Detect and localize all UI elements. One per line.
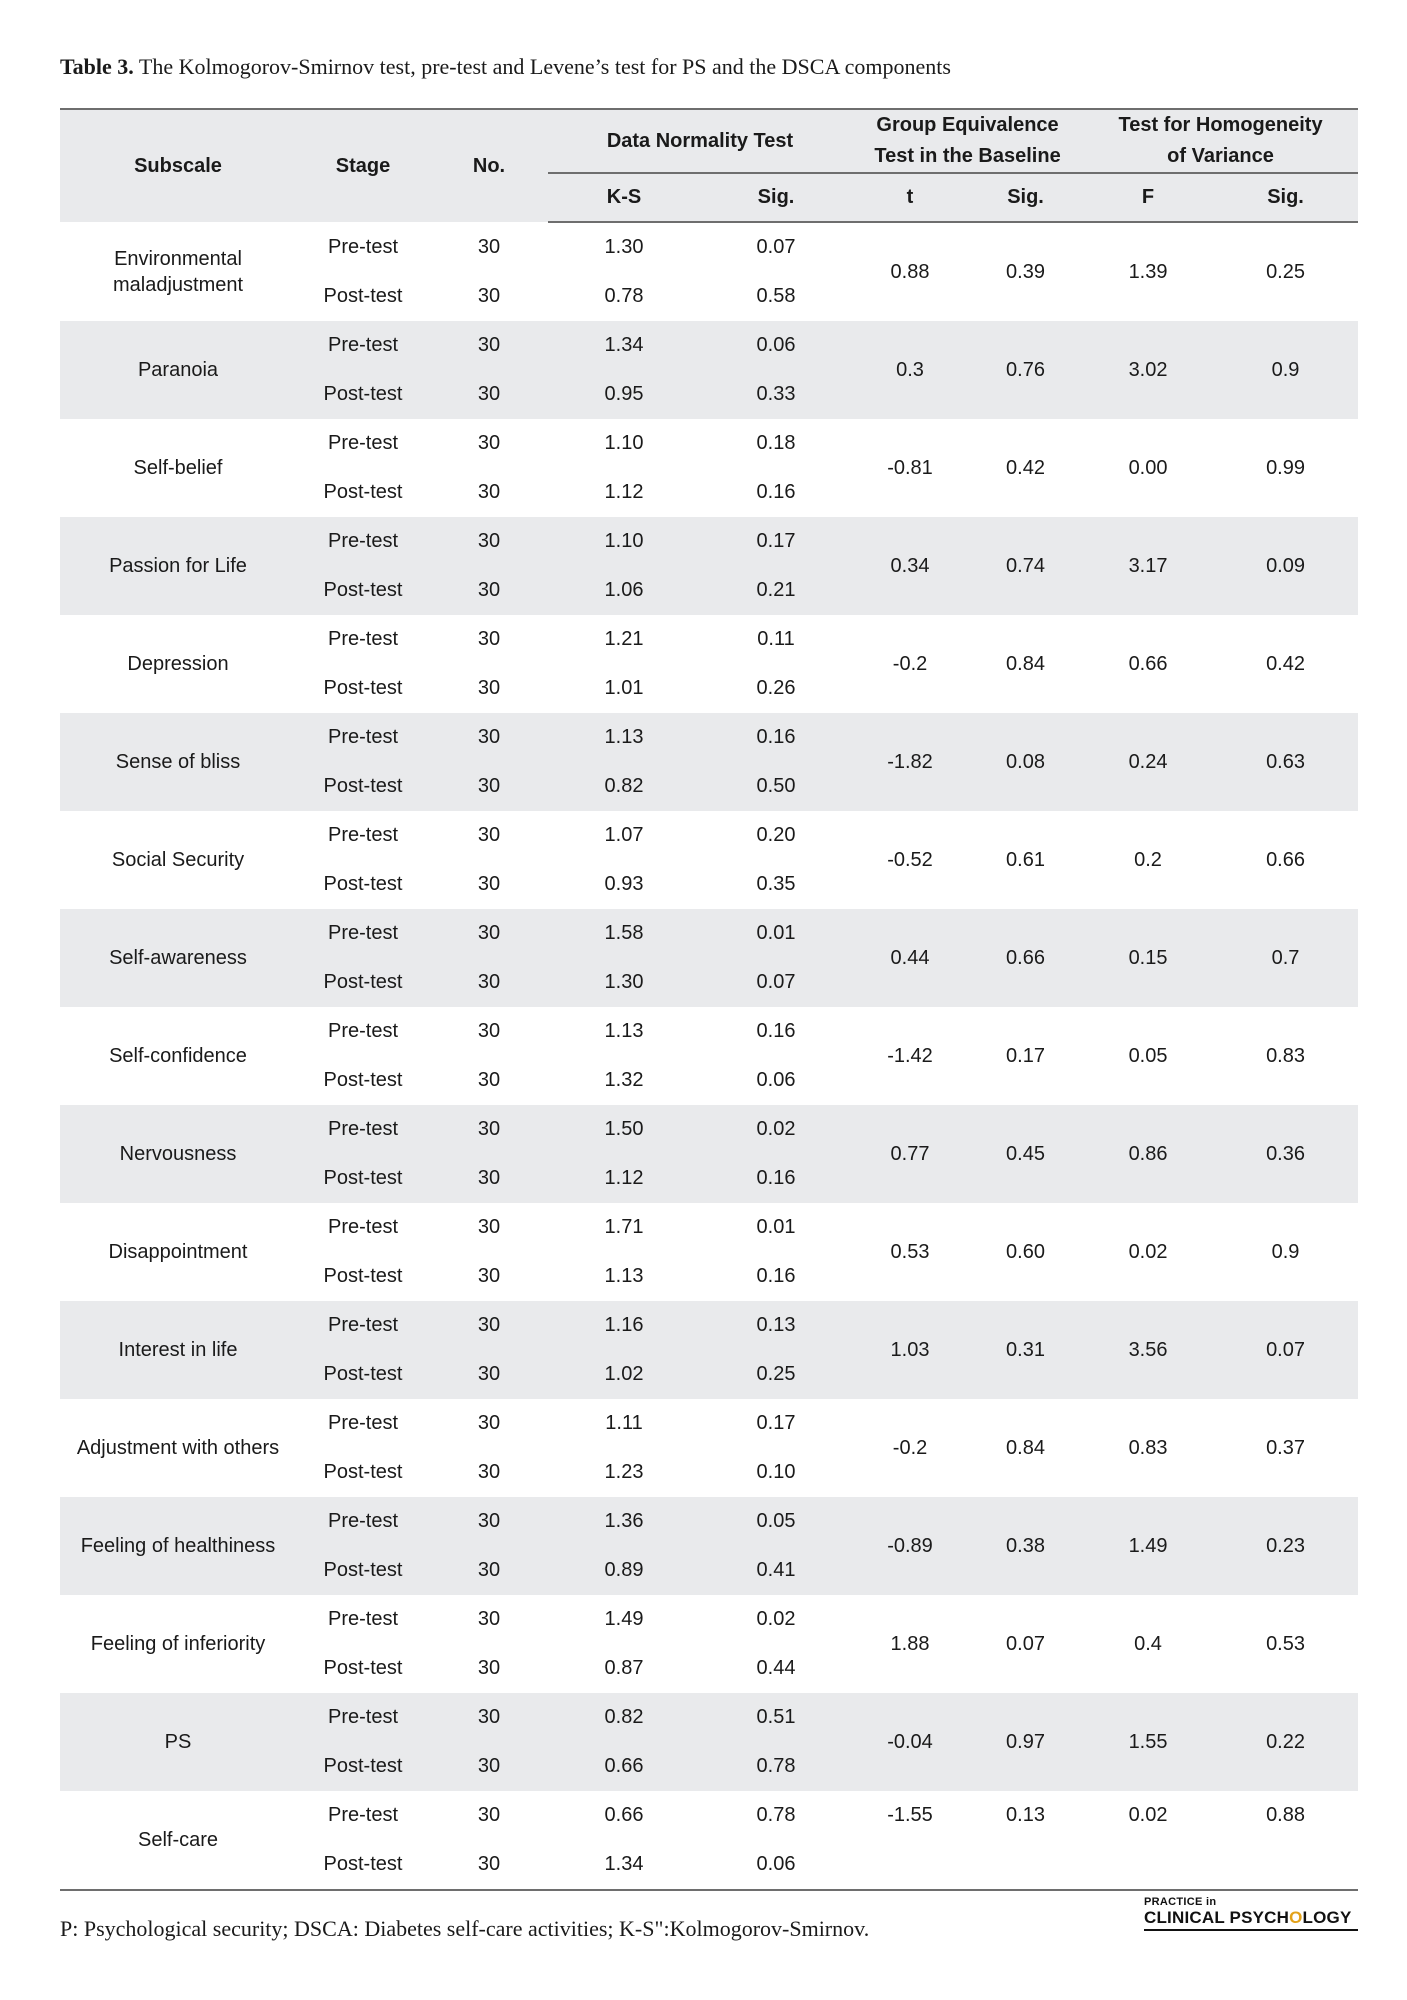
t-sig-cell: 0.66: [968, 909, 1083, 1007]
t-cell: 0.53: [890, 1240, 930, 1263]
journal-logo: [1144, 1896, 1358, 1931]
no-cell: 30: [477, 824, 501, 846]
stage-cell: Post-test: [296, 1546, 430, 1595]
f-sig-cell: 0.63: [1213, 713, 1358, 811]
header-sig-homogeneity: Sig.: [1213, 173, 1358, 222]
header-sig-normality: Sig.: [700, 173, 852, 222]
f-sig-cell: 0.09: [1213, 517, 1358, 615]
subscale-cell: Self-awareness: [60, 909, 296, 1007]
f-cell: 3.56: [1083, 1301, 1213, 1399]
no-cell: 30: [430, 762, 548, 811]
f-cell: 1.39: [1128, 260, 1168, 283]
ks-cell: 1.49: [604, 1608, 644, 1630]
no-cell: 30: [430, 1301, 548, 1350]
no-cell: 30: [430, 517, 548, 566]
table-row: [60, 517, 1358, 566]
ks-cell: 1.32: [604, 1069, 644, 1091]
ks-sig-cell: 0.16: [700, 713, 852, 762]
t-cell: -0.2: [892, 1436, 928, 1459]
table-row: [60, 1693, 1358, 1742]
f-sig-cell: 0.7: [1213, 909, 1358, 1007]
ks-cell: 0.66: [604, 1804, 644, 1826]
stage-cell: Pre-test: [296, 1105, 430, 1154]
no-cell: 30: [477, 1853, 501, 1875]
t-sig-cell: 0.61: [1006, 848, 1045, 871]
no-cell: 30: [477, 1265, 501, 1287]
subscale-cell: Self-confidence: [109, 1045, 247, 1067]
subscale-cell: Disappointment: [108, 1241, 248, 1263]
stage-cell: Post-test: [296, 566, 430, 615]
ks-sig-cell: 0.05: [700, 1497, 852, 1546]
subscale-cell: Adjustment with others: [76, 1437, 280, 1459]
ks-sig-cell: 0.16: [756, 481, 796, 503]
header-stage: Stage: [296, 109, 430, 222]
subscale-cell: Self-care: [137, 1829, 219, 1851]
t-cell: -0.81: [887, 456, 933, 479]
logo-mark: O: [1289, 1908, 1303, 1927]
logo-text-a: CLINICAL PSYCH: [1144, 1908, 1290, 1927]
t-cell: -1.55: [887, 1804, 933, 1826]
table-row: [60, 713, 1358, 762]
ks-cell: 1.34: [604, 1853, 644, 1875]
t-sig-cell: 0.08: [968, 713, 1083, 811]
subscale-cell: Feeling of inferiority: [90, 1633, 266, 1655]
f-sig-cell: 0.42: [1266, 652, 1305, 675]
stage-cell: Post-test: [323, 873, 403, 895]
subscale-cell: Environmental maladjustment: [112, 247, 244, 296]
no-cell: 30: [430, 958, 548, 1007]
header-homogeneity-line1: Test for Homogeneity: [1118, 114, 1323, 136]
t-cell: 0.88: [890, 260, 930, 283]
t-sig-cell: 0.84: [1006, 1436, 1045, 1459]
t-cell: 1.88: [890, 1632, 930, 1655]
ks-cell: 1.10: [604, 432, 644, 454]
logo-top-text: PRACTICE in: [1144, 1896, 1217, 1908]
no-cell: 30: [477, 285, 501, 307]
header-sig-equivalence: Sig.: [968, 173, 1083, 222]
stage-cell: Pre-test: [296, 909, 430, 958]
t-sig-cell: 0.84: [1006, 652, 1045, 675]
stage-cell: Post-test: [323, 1069, 403, 1091]
ks-cell: 1.10: [548, 517, 700, 566]
ks-cell: 1.01: [604, 677, 644, 699]
no-cell: 30: [477, 432, 501, 454]
ks-sig-cell: 0.17: [700, 517, 852, 566]
ks-cell: 0.66: [548, 1742, 700, 1791]
ks-sig-cell: 0.06: [756, 1853, 796, 1875]
ks-cell: 1.21: [604, 628, 644, 650]
stage-cell: Pre-test: [296, 1301, 430, 1350]
ks-sig-cell: 0.02: [756, 1608, 796, 1630]
f-sig-cell: 0.22: [1213, 1693, 1358, 1791]
table-label: Table 3.: [60, 54, 134, 79]
ks-sig-cell: 0.18: [756, 432, 796, 454]
no-cell: 30: [430, 1546, 548, 1595]
no-cell: 30: [430, 370, 548, 419]
f-sig-cell: 0.25: [1266, 260, 1305, 283]
ks-sig-cell: 0.11: [757, 628, 795, 650]
table-row: [60, 909, 1358, 958]
ks-cell: 1.58: [548, 909, 700, 958]
ks-cell: 1.30: [548, 958, 700, 1007]
ks-sig-cell: 0.06: [756, 1069, 796, 1091]
ks-sig-cell: 0.16: [700, 1154, 852, 1203]
header-equivalence-line2: Test in the Baseline: [874, 145, 1061, 167]
f-sig-cell: 0.9: [1271, 1240, 1300, 1263]
header-f: F: [1083, 173, 1213, 222]
ks-cell: 1.13: [604, 1020, 644, 1042]
footnote: P: Psychological security; DSCA: Diabetes self-care activities; K-S":Kolmogorov-Smirnov.: [60, 1916, 870, 1941]
f-sig-cell-empty: [1213, 1840, 1358, 1890]
f-cell: 0.4: [1134, 1632, 1162, 1655]
f-cell: 0.2: [1134, 848, 1162, 871]
stage-cell: Pre-test: [327, 1020, 399, 1042]
t-cell: -1.82: [852, 713, 968, 811]
t-sig-cell: 0.74: [968, 517, 1083, 615]
no-cell: 30: [477, 873, 501, 895]
subscale-cell: Interest in life: [60, 1301, 296, 1399]
f-cell: 0.24: [1083, 713, 1213, 811]
table-row: [60, 1105, 1358, 1154]
ks-sig-cell: 0.21: [700, 566, 852, 615]
ks-cell: 1.71: [604, 1216, 644, 1238]
stage-cell: Pre-test: [296, 517, 430, 566]
no-cell: 30: [477, 1069, 501, 1091]
no-cell: 30: [477, 1020, 501, 1042]
table-row: [60, 222, 1358, 272]
f-sig-cell: 0.88: [1266, 1804, 1305, 1826]
stage-cell: Pre-test: [296, 713, 430, 762]
f-sig-cell: 0.36: [1213, 1105, 1358, 1203]
t-cell: 0.77: [852, 1105, 968, 1203]
f-cell: 0.83: [1128, 1436, 1168, 1459]
stage-cell: Post-test: [323, 481, 403, 503]
t-sig-cell: 0.39: [1006, 260, 1045, 283]
stage-cell: Pre-test: [327, 235, 399, 258]
subscale-cell: Social Security: [111, 849, 245, 871]
f-cell: 0.86: [1083, 1105, 1213, 1203]
t-cell: 0.34: [852, 517, 968, 615]
stage-cell: Pre-test: [296, 321, 430, 370]
ks-sig-cell: 0.78: [700, 1742, 852, 1791]
ks-sig-cell: 0.58: [756, 285, 796, 307]
stage-cell: Pre-test: [296, 1497, 430, 1546]
f-sig-cell: 0.66: [1266, 848, 1305, 871]
t-sig-cell: 0.60: [1006, 1240, 1045, 1263]
ks-cell: 0.78: [604, 285, 644, 307]
t-sig-cell: 0.76: [968, 321, 1083, 419]
no-cell: 30: [477, 1461, 501, 1483]
stage-cell: Post-test: [323, 1853, 403, 1875]
ks-sig-cell: 0.16: [756, 1265, 796, 1287]
stage-cell: Pre-test: [327, 1608, 399, 1630]
ks-cell: 1.06: [548, 566, 700, 615]
stage-cell: Post-test: [296, 370, 430, 419]
t-sig-cell: 0.38: [968, 1497, 1083, 1595]
stage-cell: Post-test: [296, 1742, 430, 1791]
ks-cell: 1.12: [604, 481, 644, 503]
table-row: [60, 615, 1358, 664]
no-cell: 30: [477, 235, 501, 258]
ks-sig-cell: 0.07: [700, 958, 852, 1007]
ks-sig-cell: 0.07: [756, 236, 796, 258]
t-sig-cell: 0.17: [1006, 1044, 1045, 1067]
ks-sig-cell: 0.01: [700, 909, 852, 958]
subscale-cell: Feeling of healthiness: [60, 1497, 296, 1595]
stage-cell: Pre-test: [327, 628, 399, 650]
no-cell: 30: [477, 628, 501, 650]
table-row: [60, 419, 1358, 468]
stage-cell: Post-test: [296, 958, 430, 1007]
ks-sig-cell: 0.13: [700, 1301, 852, 1350]
stage-cell: Post-test: [296, 1154, 430, 1203]
header-subscale: Subscale: [60, 109, 296, 222]
logo-bottom-text: [1144, 1908, 1358, 1931]
no-cell: 30: [430, 713, 548, 762]
subscale-cell: Sense of bliss: [60, 713, 296, 811]
t-cell: -1.42: [887, 1044, 933, 1067]
t-cell: 0.44: [852, 909, 968, 1007]
f-sig-cell: 0.07: [1213, 1301, 1358, 1399]
no-cell: 30: [430, 909, 548, 958]
stage-cell: Post-test: [323, 1461, 403, 1483]
no-cell: 30: [477, 1216, 501, 1238]
subscale-cell: Nervousness: [60, 1105, 296, 1203]
t-sig-cell: 0.13: [1006, 1804, 1045, 1826]
subscale-cell: PS: [60, 1693, 296, 1791]
ks-sig-cell: 0.35: [756, 873, 796, 895]
t-sig-cell-empty: [968, 1840, 1083, 1890]
f-cell: 0.66: [1128, 652, 1168, 675]
table-row: [60, 1791, 1358, 1840]
no-cell: 30: [430, 1497, 548, 1546]
t-cell: 0.3: [852, 321, 968, 419]
t-sig-cell: 0.45: [968, 1105, 1083, 1203]
stage-cell: Pre-test: [296, 1693, 430, 1742]
header-homogeneity-line2: of Variance: [1167, 145, 1274, 167]
no-cell: 30: [430, 1693, 548, 1742]
subscale-cell: Self-belief: [133, 457, 223, 479]
stage-cell: Pre-test: [327, 1412, 399, 1434]
no-cell: 30: [477, 1412, 501, 1434]
no-cell: 30: [477, 1657, 501, 1679]
f-cell: 1.49: [1083, 1497, 1213, 1595]
no-cell: 30: [477, 1804, 501, 1826]
subscale-cell: Depression: [127, 653, 229, 675]
ks-cell: 0.95: [548, 370, 700, 419]
t-sig-cell: 0.31: [968, 1301, 1083, 1399]
table-caption: [60, 54, 951, 80]
f-cell: 3.02: [1083, 321, 1213, 419]
table-row: [60, 321, 1358, 370]
table-caption-text: The Kolmogorov-Smirnov test, pre-test and Levene’s test for PS and the DSCA components: [133, 54, 951, 79]
ks-sig-cell: 0.41: [700, 1546, 852, 1595]
subscale-cell: Paranoia: [60, 321, 296, 419]
ks-cell: 1.13: [604, 1265, 644, 1287]
f-cell: 0.05: [1128, 1044, 1168, 1067]
ks-sig-cell: 0.16: [756, 1020, 796, 1042]
f-cell: 0.15: [1083, 909, 1213, 1007]
table-row: [60, 1595, 1358, 1644]
t-cell: -0.52: [887, 848, 933, 871]
no-cell: 30: [430, 566, 548, 615]
ks-sig-cell: 0.01: [756, 1216, 796, 1238]
ks-sig-cell: 0.10: [756, 1461, 796, 1483]
ks-cell: 0.82: [548, 762, 700, 811]
table-body: [60, 222, 1358, 1890]
ks-cell: 1.13: [548, 713, 700, 762]
ks-sig-cell: 0.17: [756, 1412, 796, 1434]
f-cell: 0.02: [1128, 1804, 1168, 1826]
ks-cell: 1.07: [604, 824, 644, 846]
stage-cell: Pre-test: [327, 1216, 399, 1238]
header-homogeneity: [1083, 109, 1358, 173]
no-cell: 30: [430, 1350, 548, 1399]
f-cell-empty: [1083, 1840, 1213, 1890]
stage-cell: Pre-test: [327, 824, 399, 846]
ks-cell: 1.02: [548, 1350, 700, 1399]
ks-cell: 1.23: [604, 1461, 644, 1483]
f-sig-cell: 0.9: [1213, 321, 1358, 419]
t-cell: -0.89: [852, 1497, 968, 1595]
t-sig-cell: 0.97: [968, 1693, 1083, 1791]
ks-sig-cell: 0.33: [700, 370, 852, 419]
ks-sig-cell: 0.20: [756, 824, 796, 846]
ks-cell: 1.34: [548, 321, 700, 370]
table-header: [60, 109, 1358, 222]
t-cell-empty: [852, 1840, 968, 1890]
table-row: [60, 1399, 1358, 1448]
f-cell: 3.17: [1083, 517, 1213, 615]
stage-cell: Post-test: [323, 1265, 403, 1287]
header-equivalence-line1: Group Equivalence: [876, 114, 1059, 136]
ks-sig-cell: 0.25: [700, 1350, 852, 1399]
table-row: [60, 1007, 1358, 1056]
ks-sig-cell: 0.26: [756, 677, 796, 699]
ks-cell: 1.16: [548, 1301, 700, 1350]
ks-cell: 0.89: [548, 1546, 700, 1595]
f-cell: 0.02: [1128, 1240, 1168, 1263]
header-t: t: [852, 173, 968, 222]
header-ks: K-S: [548, 173, 700, 222]
f-sig-cell: 0.37: [1266, 1436, 1305, 1459]
f-sig-cell: 0.83: [1266, 1044, 1305, 1067]
t-sig-cell: 0.07: [1006, 1632, 1045, 1655]
f-sig-cell: 0.53: [1266, 1632, 1305, 1655]
table-row: [60, 811, 1358, 860]
ks-cell: 0.87: [604, 1657, 644, 1679]
table-row: [60, 1301, 1358, 1350]
ks-cell: 1.11: [605, 1412, 643, 1434]
no-cell: 30: [430, 1742, 548, 1791]
ks-sig-cell: 0.02: [700, 1105, 852, 1154]
t-cell: -0.2: [892, 652, 928, 675]
ks-cell: 1.50: [548, 1105, 700, 1154]
f-sig-cell: 0.99: [1266, 456, 1305, 479]
ks-cell: 1.30: [604, 236, 644, 258]
stage-cell: Pre-test: [327, 432, 399, 454]
no-cell: 30: [430, 1105, 548, 1154]
ks-sig-cell: 0.06: [700, 321, 852, 370]
t-cell: -0.04: [852, 1693, 968, 1791]
f-sig-cell: 0.23: [1213, 1497, 1358, 1595]
f-cell: 1.55: [1083, 1693, 1213, 1791]
stage-cell: Post-test: [323, 677, 403, 699]
no-cell: 30: [477, 677, 501, 699]
ks-sig-cell: 0.78: [756, 1804, 796, 1826]
ks-sig-cell: 0.50: [700, 762, 852, 811]
ks-sig-cell: 0.44: [756, 1657, 796, 1679]
results-table: [60, 108, 1358, 1891]
ks-cell: 1.36: [548, 1497, 700, 1546]
ks-cell: 0.82: [548, 1693, 700, 1742]
no-cell: 30: [430, 321, 548, 370]
no-cell: 30: [477, 481, 501, 503]
logo-text-b: LOGY: [1302, 1908, 1352, 1927]
header-no: No.: [430, 109, 548, 222]
stage-cell: Post-test: [296, 762, 430, 811]
ks-sig-cell: 0.51: [700, 1693, 852, 1742]
stage-cell: Post-test: [323, 1657, 403, 1679]
stage-cell: Post-test: [296, 1350, 430, 1399]
ks-cell: 1.12: [548, 1154, 700, 1203]
no-cell: 30: [477, 1608, 501, 1630]
table-row: [60, 1203, 1358, 1252]
table-row: [60, 1497, 1358, 1546]
t-sig-cell: 0.42: [1006, 456, 1045, 479]
subscale-cell: Passion for Life: [60, 517, 296, 615]
t-cell: 1.03: [852, 1301, 968, 1399]
header-equivalence: [852, 109, 1083, 173]
ks-cell: 0.93: [604, 873, 644, 895]
stage-cell: Post-test: [323, 285, 403, 307]
f-cell: 0.00: [1128, 456, 1168, 479]
no-cell: 30: [430, 1154, 548, 1203]
header-normality: Data Normality Test: [548, 109, 852, 173]
stage-cell: Pre-test: [327, 1804, 399, 1826]
